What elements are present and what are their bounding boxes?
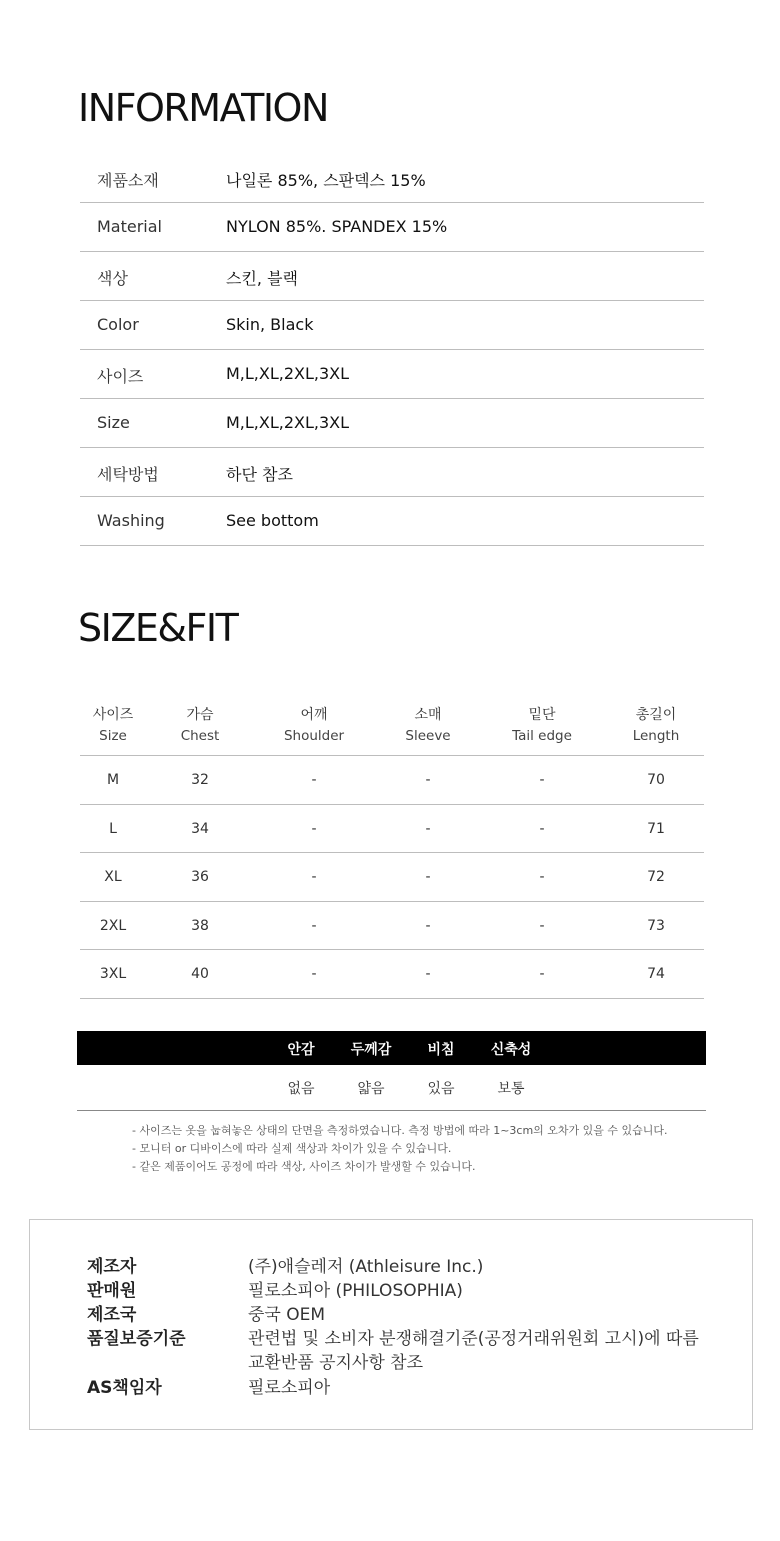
info-value: Skin, Black (226, 315, 314, 334)
info-row-color-ko (80, 252, 704, 301)
maker-value: 중국 OEM (248, 1305, 326, 1325)
table-row (80, 805, 704, 854)
cell-chest: 36 (191, 869, 209, 885)
cell-size: 3XL (99, 966, 127, 982)
cell-tail-edge: - (539, 820, 545, 837)
cell-sleeve: - (425, 917, 431, 934)
info-value: 스킨, 블랙 (226, 269, 298, 288)
cell-shoulder: - (311, 966, 317, 982)
info-row-size-ko (80, 350, 704, 399)
cell-shoulder: - (311, 869, 317, 885)
cell-tail-edge: - (539, 869, 545, 885)
info-value: NYLON 85%. SPANDEX 15% (226, 217, 448, 236)
feel-label-thickness: 두께감 (350, 1042, 392, 1058)
info-row-washing-en (80, 497, 704, 546)
header-sleeve-en: Sleeve (405, 728, 451, 744)
feel-label-lining: 안감 (287, 1042, 315, 1058)
header-chest-en: Chest (180, 728, 220, 744)
maker-key: 제조자 (87, 1257, 137, 1277)
cell-chest: 32 (191, 772, 209, 788)
fabric-feel-header (77, 1031, 706, 1065)
cell-shoulder: - (311, 772, 317, 788)
header-size-en: Size (99, 728, 127, 744)
header-sleeve-ko: 소매 (414, 707, 442, 723)
info-value: M,L,XL,2XL,3XL (226, 364, 350, 383)
info-value: M,L,XL,2XL,3XL (226, 413, 350, 432)
maker-value: 필로소피아 (PHILOSOPHIA) (248, 1281, 463, 1301)
cell-length: 70 (647, 772, 665, 788)
maker-value: (주)애슬레저 (Athleisure Inc.) (248, 1257, 484, 1277)
feel-label-see-through: 비침 (427, 1042, 455, 1058)
table-row (80, 950, 704, 999)
cell-shoulder: - (311, 917, 317, 934)
cell-length: 73 (647, 917, 665, 934)
cell-size: XL (104, 869, 122, 885)
info-key: Material (97, 217, 162, 236)
information-title: INFORMATION (78, 86, 328, 130)
table-row (80, 853, 704, 902)
cell-size: 2XL (99, 917, 127, 934)
cell-sleeve: - (425, 772, 431, 788)
cell-chest: 38 (191, 917, 209, 934)
size-table-header (80, 700, 704, 756)
maker-value: 관련법 및 소비자 분쟁해결기준(공정거래위원회 고시)에 따름 (248, 1329, 699, 1349)
cell-tail-edge: - (539, 966, 545, 982)
header-chest-ko: 가슴 (186, 707, 214, 723)
cell-chest: 34 (191, 820, 209, 837)
info-row-size-en (80, 399, 704, 448)
manufacturer-info-box (29, 1219, 753, 1430)
info-value: See bottom (226, 511, 319, 530)
header-length-ko: 총길이 (635, 707, 677, 723)
cell-size: L (109, 820, 117, 837)
table-row (80, 902, 704, 951)
table-row (80, 756, 704, 805)
fabric-feel-values (77, 1065, 706, 1111)
cell-tail-edge: - (539, 917, 545, 934)
maker-value: 필로소피아 (248, 1378, 331, 1398)
maker-key: 제조국 (87, 1305, 137, 1325)
feel-value-thickness: 얇음 (357, 1081, 385, 1097)
header-tail-ko: 밑단 (528, 707, 556, 723)
info-row-material-en (80, 203, 704, 252)
cell-length: 71 (647, 820, 665, 837)
info-key: 사이즈 (97, 367, 144, 386)
maker-key: 품질보증기준 (87, 1329, 186, 1349)
info-key: 세탁방법 (97, 465, 159, 484)
info-key: 제품소재 (97, 171, 159, 190)
cell-sleeve: - (425, 869, 431, 885)
feel-value-stretch: 보통 (497, 1081, 525, 1097)
cell-shoulder: - (311, 820, 317, 837)
info-key: 색상 (97, 269, 128, 288)
feel-value-see-through: 있음 (427, 1081, 455, 1097)
note-line: - 사이즈는 옷을 눕혀놓은 상태의 단면을 측정하였습니다. 측정 방법에 따라 1~3cm의 오차가 있을 수 있습니다. (132, 1124, 668, 1137)
information-table (80, 154, 704, 546)
maker-value: 교환반품 공지사항 참조 (248, 1353, 424, 1373)
feel-label-stretch: 신축성 (490, 1042, 532, 1058)
info-key: Color (97, 315, 139, 334)
size-fit-title: SIZE&FIT (78, 606, 238, 650)
info-row-color-en (80, 301, 704, 350)
cell-tail-edge: - (539, 772, 545, 788)
size-notes (132, 1122, 668, 1176)
info-key: Size (97, 413, 130, 432)
note-line: - 모니터 or 디바이스에 따라 실제 색상과 차이가 있을 수 있습니다. (132, 1142, 452, 1155)
cell-sleeve: - (425, 966, 431, 982)
maker-key: 판매원 (87, 1281, 137, 1301)
maker-key: AS책임자 (87, 1378, 162, 1398)
feel-value-lining: 없음 (287, 1081, 315, 1097)
info-key: Washing (97, 511, 165, 530)
header-shoulder-ko: 어깨 (300, 707, 328, 723)
header-length-en: Length (632, 728, 680, 744)
info-row-washing-ko (80, 448, 704, 497)
info-row-material-ko (80, 154, 704, 203)
cell-size: M (106, 772, 120, 788)
cell-length: 74 (647, 966, 665, 982)
header-tail-en: Tail edge (512, 728, 572, 744)
cell-sleeve: - (425, 820, 431, 837)
cell-length: 72 (647, 869, 665, 885)
info-value: 하단 참조 (226, 465, 293, 484)
header-size-ko: 사이즈 (92, 707, 134, 723)
note-line: - 같은 제품이어도 공정에 따라 색상, 사이즈 차이가 발생할 수 있습니다. (132, 1160, 476, 1173)
header-shoulder-en: Shoulder (283, 728, 345, 744)
size-table (80, 700, 704, 999)
cell-chest: 40 (191, 966, 209, 982)
info-value: 나일론 85%, 스판덱스 15% (226, 171, 426, 190)
